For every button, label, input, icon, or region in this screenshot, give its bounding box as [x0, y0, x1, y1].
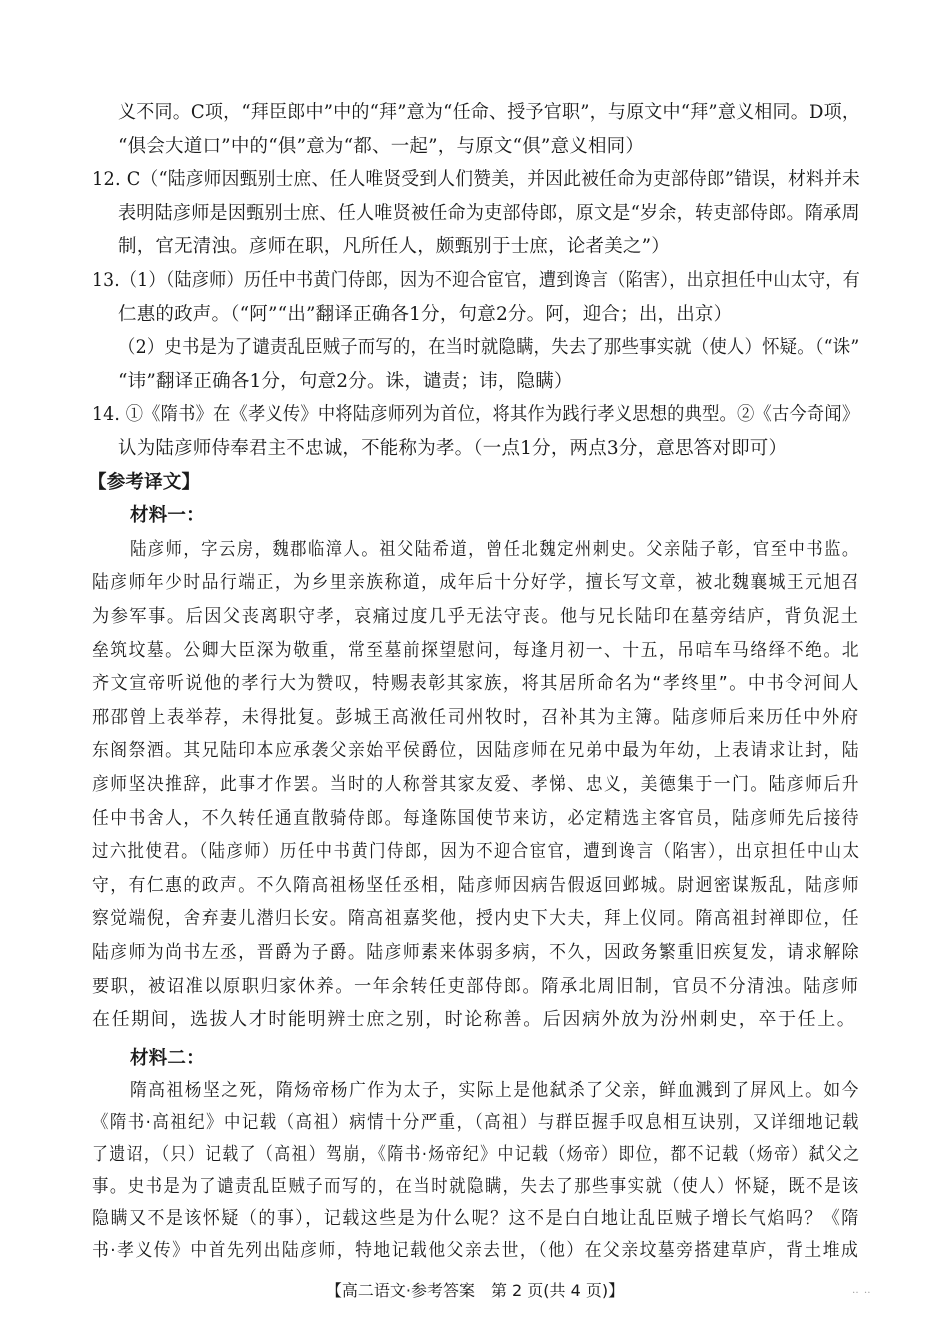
material-1-line-1: 陆彦师，字云房，魏郡临漳人。祖父陆希道，曾任北魏定州刺史。父亲陆子彰，官至中书监。	[130, 538, 860, 560]
material-1-line-15: 在任期间，选拔人才时能明辨士庶之别，时论称善。后因病外放为汾州刺史，卒于任上。	[92, 1009, 857, 1031]
material-1-line-5: 齐文宣帝听说他的孝行大为赞叹，特赐表彰其家族，将其居所命名为“孝终里”。中书令河间人	[92, 673, 860, 695]
answer-14-line-1: 14. ①《隋书》在《孝义传》中将陆彦师列为首位，将其作为践行孝义思想的典型。②《古今奇闻》	[92, 404, 860, 426]
material-2-line-2: 《隋书·高祖纪》中记载（高祖）病情十分严重，（高祖）与群臣握手叹息相互诀别，又详细地记载	[92, 1112, 860, 1133]
corner-mark: ‥ ‥	[852, 1285, 872, 1296]
material-1-line-10: 过六批使君。（陆彦师）历任中书黄门侍郎，因为不迎合宦官，遭到谗言（陷害），出京担任中山太	[92, 841, 861, 863]
material-1-line-6: 邢邵曾上表举荐，未得批复。彭城王高浟任司州牧时，召补其为主簿。陆彦师后来历任中外府	[92, 706, 860, 728]
text-line-2: “俱会大道口”中的“俱”意为“都、一起”，与原文“俱”意义相同）	[118, 135, 645, 157]
answer-13-line-1: 13.（1）（陆彦师）历任中书黄门侍郎，因为不迎合宦官，遭到谗言（陷害），出京担任中山太守，有	[92, 270, 861, 291]
answer-12-line-3: 制，官无清浊。彦师在职，凡所任人，颇甄别于士庶，论者美之”）	[118, 236, 670, 258]
material-1-line-13: 陆彦师为尚书左丞，晋爵为子爵。陆彦师素来体弱多病，不久，因政务繁重旧疾复发，请求解除	[92, 942, 861, 963]
material-2-line-1: 隋高祖杨坚之死，隋炀帝杨广作为太子，实际上是他弑杀了父亲，鲜血溅到了屏风上。如今	[130, 1080, 860, 1101]
material-1-line-9: 任中书舍人，不久转任通直散骑侍郎。每逢陈国使节来访，必定精选主客官员，陆彦师先后接待	[92, 807, 861, 829]
material-2-line-4: 事。史书是为了谴责乱臣贼子而写的，在当时就隐瞒，失去了那些事实就（使人）怀疑，既不是该	[92, 1176, 860, 1197]
subheading-material-1: 材料一：	[130, 505, 205, 527]
page-footer: 【高二语文·参考答案 第 2 页(共 4 页)】	[325, 1281, 625, 1300]
answer-14-line-2: 认为陆彦师侍奉君主不忠诚，不能称为孝。（一点1分，两点3分，意思答对即可）	[118, 438, 788, 459]
answer-13-line-4: “讳”翻译正确各1分，句意2分。诛，谴责；讳，隐瞒）	[118, 370, 573, 392]
material-1-line-11: 守，有仁惠的政声。不久隋高祖杨坚任丞相，陆彦师因病告假返回邺城。尉迥密谋叛乱，陆彦师	[92, 874, 861, 896]
material-1-line-12: 察觉端倪，舍弃妻儿潜归长安。隋高祖嘉奖他，授内史下大夫，拜上仪同。隋高祖封禅即位，任	[92, 908, 861, 930]
text-line-1: 义不同。C项，“拜臣郎中”中的“拜”意为“任命、授予官职”，与原文中“拜”意义相同。D项，	[118, 102, 861, 123]
answer-12-line-2: 表明陆彦师是因甄别士庶、任人唯贤被任命为吏部侍郎，原文是“岁余，转吏部侍郎。隋承周	[118, 202, 860, 224]
answer-12-line-1: 12. C（“陆彦师因甄别士庶、任人唯贤受到人们赞美，并因此被任命为吏部侍郎”错误，材料并未	[92, 169, 860, 191]
section-heading-translation: 【参考译文】	[88, 471, 201, 493]
material-1-line-8: 彦师坚决推辞，此事才作罢。当时的人称誉其家友爱、孝悌、忠义，美德集于一门。陆彦师后升	[92, 774, 861, 795]
material-1-line-2: 陆彦师年少时品行端正，为乡里亲族称道，成年后十分好学，擅长写文章，被北魏襄城王元旭召	[92, 572, 861, 594]
material-2-line-6: 书·孝义传》中首先列出陆彦师，特地记载他父亲去世，（他）在父亲坟墓旁搭建草庐，背土堆成	[92, 1240, 860, 1261]
material-1-line-3: 为参军事。后因父丧离职守孝，哀痛过度几乎无法守丧。他与兄长陆印在墓旁结庐，背负泥土	[92, 606, 860, 627]
answer-13-line-3: （2）史书是为了谴责乱臣贼子而写的，在当时就隐瞒，失去了那些事实就（使人）怀疑。（“诛”	[118, 337, 860, 359]
answer-13-line-2: 仁惠的政声。（“阿”“出”翻译正确各1分，句意2分。阿，迎合；出，出京）	[118, 303, 733, 325]
material-1-line-14: 要职，被诏准以原职归家休养。一年余转任吏部侍郎。隋承北周旧制，官员不分清浊。陆彦师	[92, 975, 860, 997]
material-2-line-3: 了遗诏，（只）记载了（高祖）驾崩，《隋书·炀帝纪》中记载（炀帝）即位，都不记载（炀帝）弑父之	[92, 1144, 861, 1165]
material-2-line-5: 隐瞒又不是该怀疑（的事），记载这些是为什么呢？这不是白白地让乱臣贼子增长气焰吗？《隋	[92, 1208, 860, 1229]
material-1-line-4: 垒筑坟墓。公卿大臣深为敬重，常至墓前探望慰问，每逢月初一、十五，吊唁车马络绎不绝。北	[92, 639, 861, 661]
material-1-line-7: 东阁祭酒。其兄陆印本应承袭父亲始平侯爵位，因陆彦师在兄弟中最为年幼，上表请求让封，陆	[92, 740, 861, 762]
subheading-material-2: 材料二：	[130, 1048, 205, 1069]
